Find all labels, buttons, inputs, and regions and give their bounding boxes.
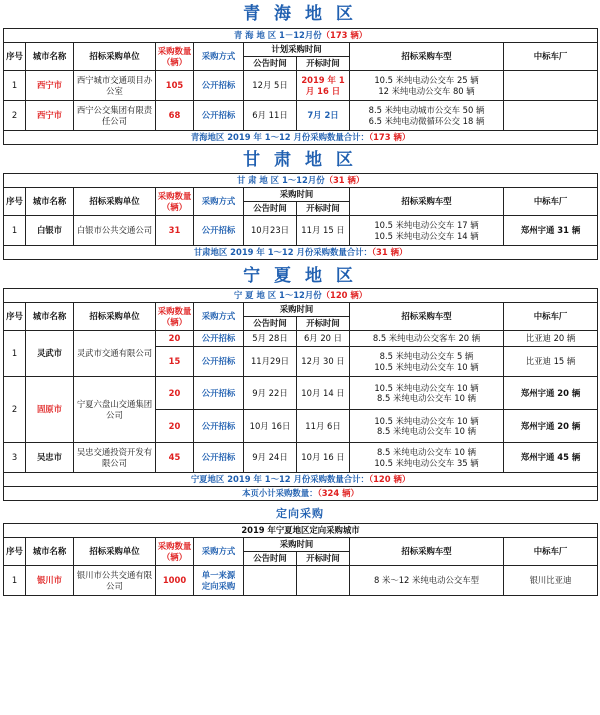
header-method: 采购方式 <box>194 43 244 71</box>
table-row: 1 灵武市 灵武市交通有限公司 20 公开招标 5月 28日 6月 20 日 8.5 米纯电动公交客车 20 辆 比亚迪 20 辆 <box>4 331 598 347</box>
gansu-caption: 甘 肃 地 区 1～12月份（31 辆） <box>4 174 598 188</box>
header-models: 招标采购车型 <box>350 43 504 71</box>
header-qty: 采购数量（辆） <box>156 43 194 71</box>
directed-caption: 2019 年宁夏地区定向采购城市 <box>4 524 598 538</box>
directed-title: 定向采购 <box>276 507 324 520</box>
table-row: 1 银川市 银川市公共交通有限公司 1000 单一来源 定向采购 8 米～12 米纯电动公交车型 银川比亚迪 <box>4 566 598 596</box>
directed-table: 2019 年宁夏地区定向采购城市 序号 城市名称 招标采购单位 采购数量（辆） 采购方式 采购时间 招标采购车型 中标车厂 公告时间 开标时间 1 银川市 银川市公共交通有限公司 1000 单一来源 定向采购 8 米～12 米纯电动公交车型 银川比亚迪 <box>3 523 598 596</box>
ningxia-title: 宁 夏 地 区 <box>243 266 357 286</box>
gansu-footer: 甘肃地区 2019 年 1～12 月份采购数量合计：（31 辆） <box>4 246 598 260</box>
ningxia-caption: 宁 夏 地 区 1～12月份（120 辆） <box>4 289 598 303</box>
ningxia-table: 宁 夏 地 区 1～12月份（120 辆） 序号 城市名称 招标采购单位 采购数量（辆） 采购方式 采购时间 招标采购车型 中标车厂 公告时间 开标时间 1 灵武市 灵武市交通有限公司 20 公开招标 5月 28日 6月 20 日 8.5 米纯电动公交客车 20 辆 比亚迪 20 辆 15 公开招标 11月29日 12月 30 日 8.5 米纯电动公交车 5 辆 10.5 米纯电动公交车 10 辆 比亚迪 15 辆 2 固原市 宁夏六盘山交通集团公司 20 公开招标 9月 22日 10月 14 日 10.5 米纯电动公交车 10 辆 8.5 米纯电动公交车 10 辆 郑州宇通 20 辆 20 公开招标 10月 16日 11月 6日 10.5 米纯电动公交车 10 辆 8.5 米纯电动公交车 10 辆 郑州宇通 20 辆 3 吴忠市 吴忠交通投资开发有限公司 45 公开招标 9月 24日 10月 16 日 8.5 米纯电动公交车 10 辆 10.5 米纯电动公交车 35 辆 郑州宇通 45 辆 宁夏地区 2019 年 1～12 月份采购数量合计：（120 辆） 本页小计采购数量：（324 辆） <box>3 288 598 501</box>
ningxia-footer: 宁夏地区 2019 年 1～12 月份采购数量合计：（120 辆） <box>4 473 598 487</box>
gansu-table: 甘 肃 地 区 1～12月份（31 辆） 序号 城市名称 招标采购单位 采购数量（辆） 采购方式 采购时间 招标采购车型 中标车厂 公告时间 开标时间 1 白银市 白银市公共交通公司 31 公开招标 10月23日 11月 15 日 10.5 米纯电动公交车 17 辆 10.5 米纯电动公交车 14 辆 郑州宇通 31 辆 甘肃地区 2019 年 1～12 月份采购数量合计：（31 辆） <box>3 173 598 260</box>
table-row: 2 固原市 宁夏六盘山交通集团公司 20 公开招标 9月 22日 10月 14 日 10.5 米纯电动公交车 10 辆 8.5 米纯电动公交车 10 辆 郑州宇通 20 辆 <box>4 377 598 410</box>
header-announce: 公告时间 <box>244 57 297 71</box>
qinghai-caption: 青 海 地 区 1－12月份（173 辆） <box>4 29 598 43</box>
table-row: 2 西宁市 西宁公交集团有限责任公司 68 公开招标 6月 11日 7月 2日 8.5 米纯电动城市公交车 50 辆 6.5 米纯电动微循环公交 18 辆 <box>4 101 598 131</box>
header-open: 开标时间 <box>297 57 350 71</box>
table-row: 15 公开招标 11月29日 12月 30 日 8.5 米纯电动公交车 5 辆 10.5 米纯电动公交车 10 辆 比亚迪 15 辆 <box>4 347 598 377</box>
qinghai-title: 青 海 地 区 <box>243 4 357 24</box>
header-winner: 中标车厂 <box>504 43 598 71</box>
table-row: 3 吴忠市 吴忠交通投资开发有限公司 45 公开招标 9月 24日 10月 16 日 8.5 米纯电动公交车 10 辆 10.5 米纯电动公交车 35 辆 郑州宇通 45 辆 <box>4 443 598 473</box>
gansu-title: 甘 肃 地 区 <box>243 150 357 170</box>
header-no: 序号 <box>4 43 26 71</box>
qinghai-table <box>3 28 598 145</box>
header-plan: 计划采购时间 <box>244 43 350 57</box>
table-row: 20 公开招标 10月 16日 11月 6日 10.5 米纯电动公交车 10 辆 8.5 米纯电动公交车 10 辆 郑州宇通 20 辆 <box>4 410 598 443</box>
page-total: 本页小计采购数量：（324 辆） <box>4 487 598 501</box>
table-row: 1 西宁市 西宁城市交通项目办公室 105 公开招标 12月 5日 2019 年 1月 16 日 10.5 米纯电动公交车 25 辆 12 米纯电动公交车 80 辆 <box>4 71 598 101</box>
header-city: 城市名称 <box>26 43 74 71</box>
table-row: 1 白银市 白银市公共交通公司 31 公开招标 10月23日 11月 15 日 10.5 米纯电动公交车 17 辆 10.5 米纯电动公交车 14 辆 郑州宇通 31 辆 <box>4 216 598 246</box>
header-unit: 招标采购单位 <box>74 43 156 71</box>
qinghai-footer: 青海地区 2019 年 1～12 月份采购数量合计：（173 辆） <box>4 131 598 145</box>
